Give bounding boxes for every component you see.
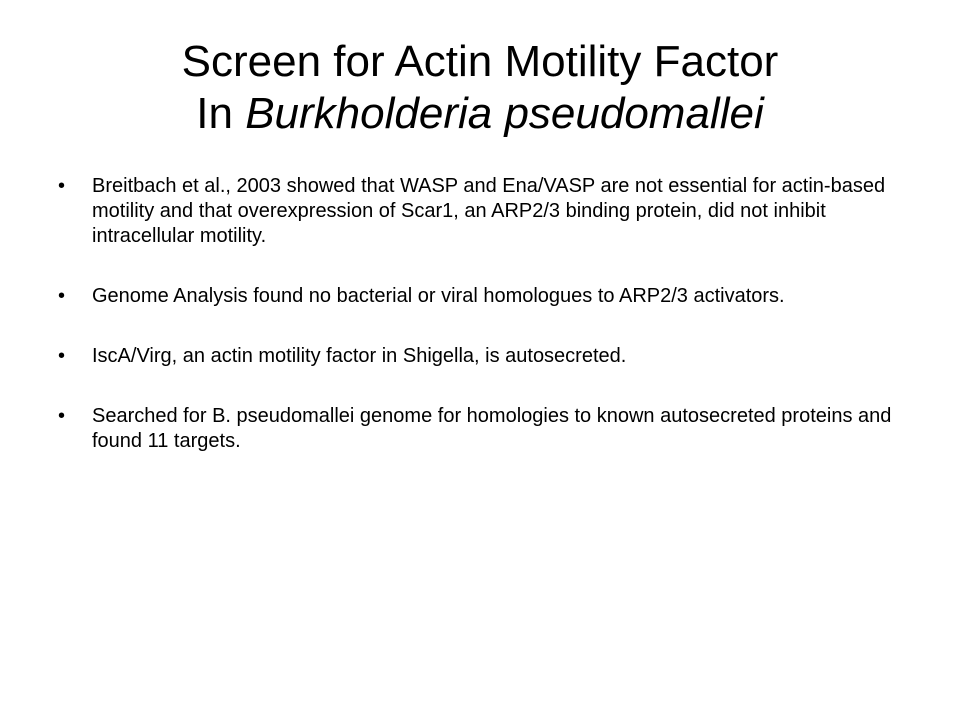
bullet-list <box>58 174 898 489</box>
bullet-text: IscA/Virg, an actin motility factor in Shigella, is autosecreted. <box>92 345 627 367</box>
bullet-item-2 <box>58 284 898 309</box>
slide-title <box>60 36 900 140</box>
title-organism: Burkholderia pseudomallei <box>245 89 764 138</box>
bullet-item-4 <box>58 404 898 454</box>
title-line-1: Screen for Actin Motility Factor <box>181 37 779 86</box>
bullet-marker: • <box>58 285 66 307</box>
title-line-2 <box>60 88 900 140</box>
bullet-marker: • <box>58 405 66 427</box>
bullet-item-3 <box>58 344 898 369</box>
bullet-marker: • <box>58 345 66 367</box>
title-prefix: In <box>196 89 246 138</box>
bullet-text: Breitbach et al., 2003 showed that WASP and Ena/VASP are not essential for actin-based motility and that overexpression of Scar1, an ARP2/3 binding protein, did not inhibit intracellular motility. <box>92 175 886 247</box>
bullet-item-1 <box>58 174 898 249</box>
bullet-marker: • <box>58 175 66 197</box>
bullet-text: Genome Analysis found no bacterial or viral homologues to ARP2/3 activators. <box>92 285 785 307</box>
bullet-text: Searched for B. pseudomallei genome for homologies to known autosecreted proteins and found 11 targets. <box>92 405 892 452</box>
